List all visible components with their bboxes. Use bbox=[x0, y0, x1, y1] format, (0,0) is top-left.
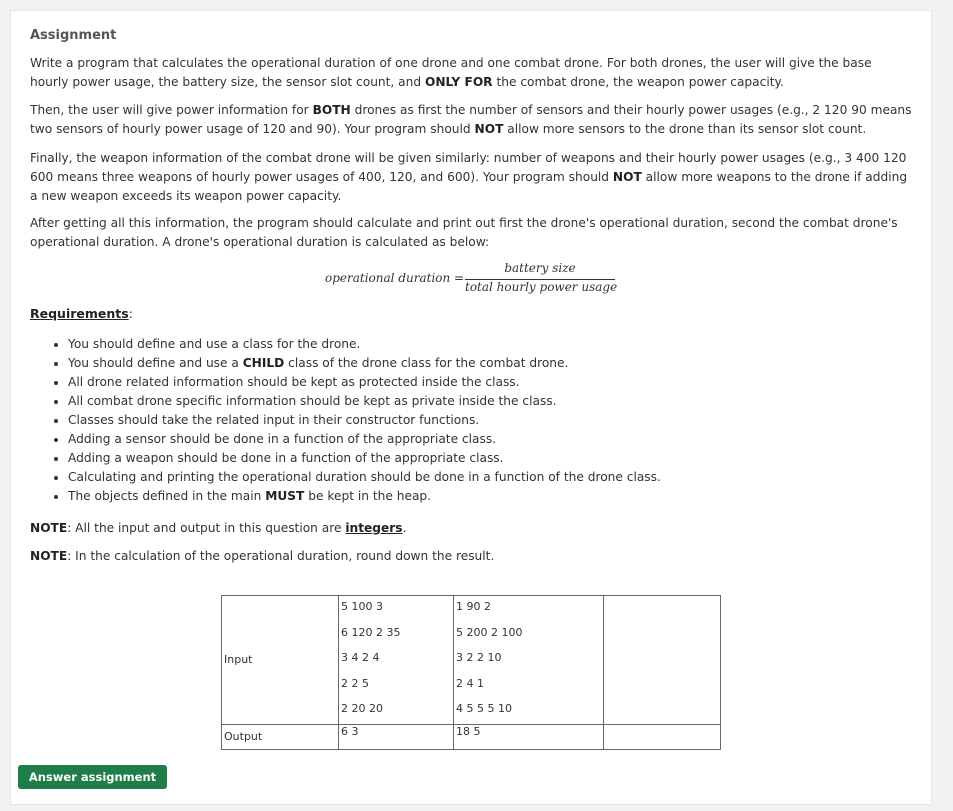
req-text: be kept in the heap. bbox=[304, 489, 432, 503]
req-text: You should define and use a class for the drone. bbox=[68, 337, 361, 351]
input-cell-1 bbox=[339, 596, 454, 725]
para1-text-1: Write a program that calculates the operational duration of one drone and one combat drone. For both drones, the user will give the base hourly power usage, the battery size, the sensor slot count, and bbox=[30, 56, 872, 89]
para2-text-3: allow more sensors to the drone than its sensor slot count. bbox=[503, 122, 867, 136]
requirements-list bbox=[30, 335, 661, 506]
input-line: 1 90 2 bbox=[456, 600, 491, 613]
para2-bold-1: BOTH bbox=[312, 103, 351, 117]
input-cell-3 bbox=[604, 596, 721, 725]
requirements-heading bbox=[30, 306, 133, 321]
requirement-item bbox=[68, 468, 661, 487]
note2-text: : In the calculation of the operational duration, round down the result. bbox=[67, 549, 495, 563]
req-text: You should define and use a bbox=[68, 356, 243, 370]
output-cell-3 bbox=[604, 724, 721, 749]
req-text: The objects defined in the main bbox=[68, 489, 266, 503]
para2-text-1: Then, the user will give power information for bbox=[30, 103, 313, 117]
input-line: 4 5 5 5 10 bbox=[456, 702, 512, 715]
req-text: Calculating and printing the operational duration should be done in a function of the drone class. bbox=[68, 470, 661, 484]
paragraph-sensors bbox=[30, 101, 912, 139]
para1-text-2: the combat drone, the weapon power capacity. bbox=[492, 75, 784, 89]
input-line: 6 120 2 35 bbox=[341, 625, 401, 639]
input-line: 2 20 20 bbox=[341, 702, 383, 715]
paragraph-weapons bbox=[30, 149, 912, 206]
note-round-down bbox=[30, 549, 494, 563]
input-line: 5 200 2 100 bbox=[456, 625, 523, 639]
note1-text-2: . bbox=[402, 521, 407, 535]
input-line: 3 2 2 10 bbox=[456, 651, 502, 664]
para3-bold-1: NOT bbox=[612, 170, 642, 184]
formula-lhs: operational duration = bbox=[325, 271, 465, 285]
note1-label: NOTE bbox=[30, 521, 68, 535]
requirements-colon: : bbox=[128, 306, 133, 321]
io-example-table bbox=[221, 595, 721, 750]
req-text: Adding a sensor should be done in a function of the appropriate class. bbox=[68, 432, 497, 446]
requirement-item bbox=[68, 449, 661, 468]
paragraph-calculation: After getting all this information, the program should calculate and print out first the drone's operational duration, second the combat drone's operational duration. A drone's operational duration is calculated as below: bbox=[30, 216, 898, 249]
para2-text-2: drones as first the number of sensors and their hourly power usages (e.g., 2 120 90 means two sensors of hourly power usage of 120 and 90). Your program should bbox=[30, 103, 912, 136]
answer-assignment-button[interactable]: Answer assignment bbox=[18, 765, 167, 789]
para1-bold-1: ONLY FOR bbox=[425, 75, 493, 89]
requirement-item bbox=[68, 430, 661, 449]
para2-bold-2: NOT bbox=[474, 122, 504, 136]
req-text: class of the drone class for the combat drone. bbox=[284, 356, 569, 370]
requirement-item bbox=[68, 373, 661, 392]
input-line: 2 4 1 bbox=[456, 676, 484, 690]
output-cell-1: 6 3 bbox=[339, 724, 454, 749]
output-label: Output bbox=[222, 724, 339, 749]
input-line: 2 2 5 bbox=[341, 676, 369, 690]
input-cell-2 bbox=[454, 596, 604, 725]
assignment-title: Assignment bbox=[30, 28, 117, 43]
output-cell-2: 18 5 bbox=[454, 724, 604, 749]
table-row-output bbox=[222, 724, 721, 749]
req-text: All drone related information should be kept as protected inside the class. bbox=[68, 375, 520, 389]
req-text: Adding a weapon should be done in a function of the appropriate class. bbox=[68, 451, 504, 465]
req-text: Classes should take the related input in their constructor functions. bbox=[68, 413, 480, 427]
input-line: 3 4 2 4 bbox=[341, 651, 380, 664]
requirement-item bbox=[68, 354, 661, 373]
input-line: 5 100 3 bbox=[341, 600, 383, 613]
requirement-item bbox=[68, 335, 661, 354]
table-row-input bbox=[222, 596, 721, 725]
requirement-item bbox=[68, 392, 661, 411]
requirements-title: Requirements bbox=[30, 306, 129, 321]
formula-denominator: total hourly power usage bbox=[465, 280, 618, 294]
note-integers bbox=[30, 521, 406, 535]
req-text: All combat drone specific information should be kept as private inside the class. bbox=[68, 394, 557, 408]
req-bold: MUST bbox=[265, 489, 305, 503]
paragraph-drones-input bbox=[30, 54, 912, 92]
requirement-item bbox=[68, 411, 661, 430]
note1-text-1: : All the input and output in this question are bbox=[67, 521, 346, 535]
para3-text-2: allow more weapons to the drone if adding a new weapon exceeds its weapon power capacity. bbox=[30, 170, 908, 203]
input-label: Input bbox=[222, 596, 339, 725]
note1-underlined: integers bbox=[345, 521, 403, 535]
requirement-item bbox=[68, 487, 661, 506]
note2-label: NOTE bbox=[30, 549, 68, 563]
para3-text-1: Finally, the weapon information of the combat drone will be given similarly: number of weapons and their hourly power usages (e.g., 3 400 120 600 means three weapons of hourly power usages of 400, 120, and 600). Your program should bbox=[30, 151, 907, 184]
req-bold: CHILD bbox=[242, 356, 285, 370]
formula-numerator: battery size bbox=[504, 261, 576, 275]
assignment-card bbox=[10, 10, 932, 805]
